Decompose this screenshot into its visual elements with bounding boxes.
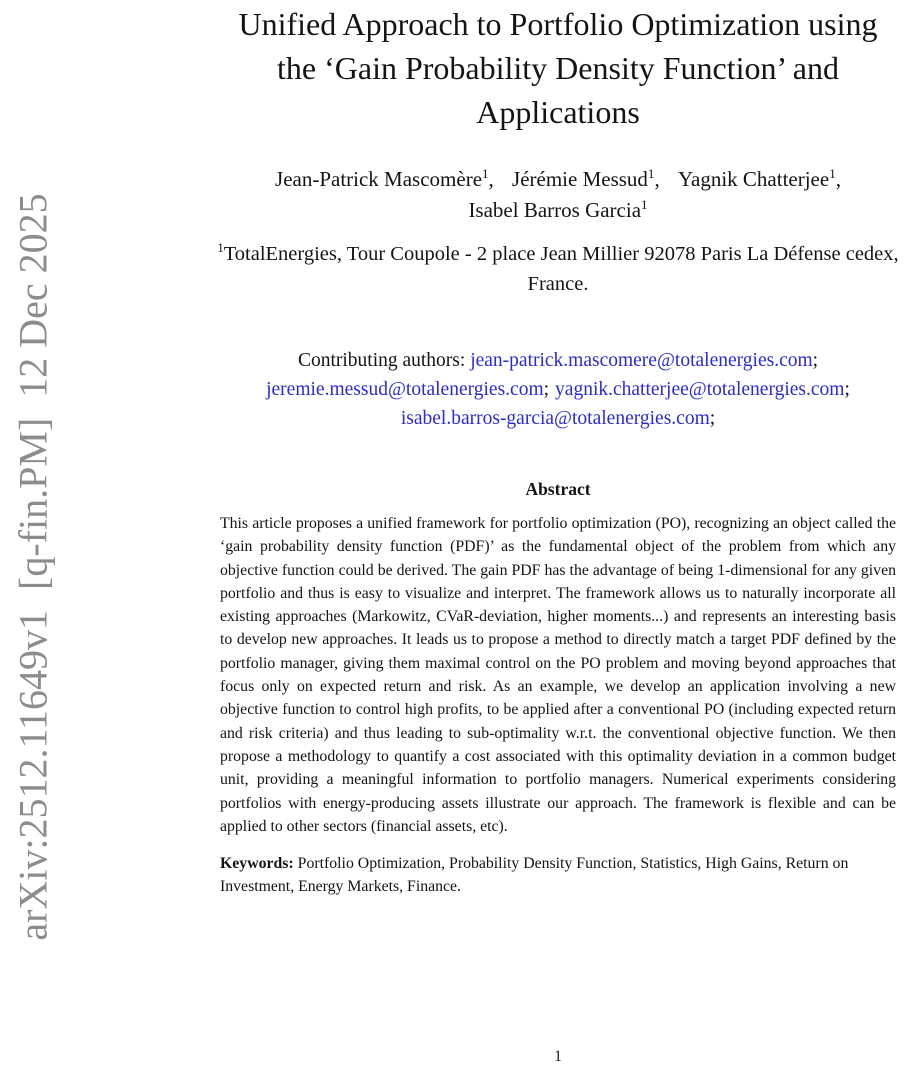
author-name: Isabel Barros Garcia$^1$: [468, 197, 648, 222]
keywords-text: Portfolio Optimization, Probability Density Function, Statistics, High Gains, Return on Investment, Energy Markets, Finance.: [220, 855, 849, 896]
page-number: 1: [554, 1048, 562, 1065]
author-name: Jérémie Messud$^1$,: [512, 166, 660, 191]
contributing-line-3: isabel.barros-garcia@totalenergies.com;: [400, 408, 716, 429]
author-affiliation-superscript: 1: [829, 166, 836, 181]
contributing-line-1: Contributing authors: jean-patrick.mascomere@totalenergies.com;: [297, 350, 819, 371]
affiliation: [204, 239, 912, 299]
author-affiliation-superscript: 1: [482, 166, 489, 181]
email-link-4[interactable]: isabel.barros-garcia@totalenergies.com: [400, 408, 710, 429]
affiliation-superscript: 1: [217, 241, 224, 256]
abstract-text: This article proposes a unified framework for portfolio optimization (PO), recognizing an object called the ‘gain probability density function (PDF)’ as the fundamental object of the problem from which any objective function could be derived. The gain PDF has the advantage of being 1-dimensional for any given portfolio and thus is easy to visualize and interpret. The framework allows us to naturally incorporate all existing approaches (Markowitz, CVaR-deviation, higher moments...) and represents an interesting basis to develop new approaches. It leads us to propose a method to directly match a target PDF defined by the portfolio manager, giving them maximal control on the PO problem and moving beyond approaches that focus only on expected return and risk. As an example, we develop an application involving a new objective function to control high profits, to be applied after a conventional PO (including expected return and risk criteria) and thus leading to sub-optimality w.r.t. the conventional objective function. We then propose a methodology to quantify a cost associated with this optimality deviation in a common budget unit, providing a meaningful information to portfolio managers. Numerical experiments considering portfolios with energy-producing assets illustrate our approach. The framework is flexible and can be applied to other sectors (financial assets, etc).: [220, 515, 896, 835]
author-affiliation-superscript: 1: [647, 166, 655, 181]
contributing-label: Contributing authors:: [297, 350, 471, 371]
contributing-authors: [204, 346, 912, 433]
keywords-label: Keywords:: [220, 855, 294, 873]
author-list: [204, 164, 912, 226]
author-name: Yagnik Chatterjee$^1$,: [677, 166, 841, 191]
author-name: Jean-Patrick Mascomère$^1$,: [275, 166, 494, 191]
email-link-3[interactable]: yagnik.chatterjee@totalenergies.com: [555, 379, 845, 400]
arxiv-banner: arXiv:2512.11649v1 [q-fin.PM] 12 Dec 2025: [10, 193, 56, 941]
email-link-1[interactable]: jean-patrick.mascomere@totalenergies.com: [470, 350, 813, 371]
affiliation-text: TotalEnergies, Tour Coupole - 2 place Jean Millier 92078 Paris La Défense cedex, France.: [223, 243, 899, 295]
abstract-heading: Abstract: [525, 479, 591, 499]
contributing-line-2: jeremie.messud@totalenergies.com; yagnik.chatterjee@totalenergies.com;: [266, 379, 850, 400]
author-line-1: [204, 164, 912, 195]
email-link-2[interactable]: jeremie.messud@totalenergies.com: [266, 379, 544, 400]
author-affiliation-superscript: 1: [641, 197, 648, 212]
title-line-2: the ‘Gain Probability Density Function’ and: [277, 50, 839, 86]
keywords: [220, 852, 896, 899]
title-line-1: Unified Approach to Portfolio Optimization using: [238, 6, 878, 42]
paper-title: [204, 2, 912, 134]
paper-content: [204, 0, 912, 899]
author-line-2: [204, 195, 912, 226]
title-line-3: Applications: [476, 94, 640, 130]
